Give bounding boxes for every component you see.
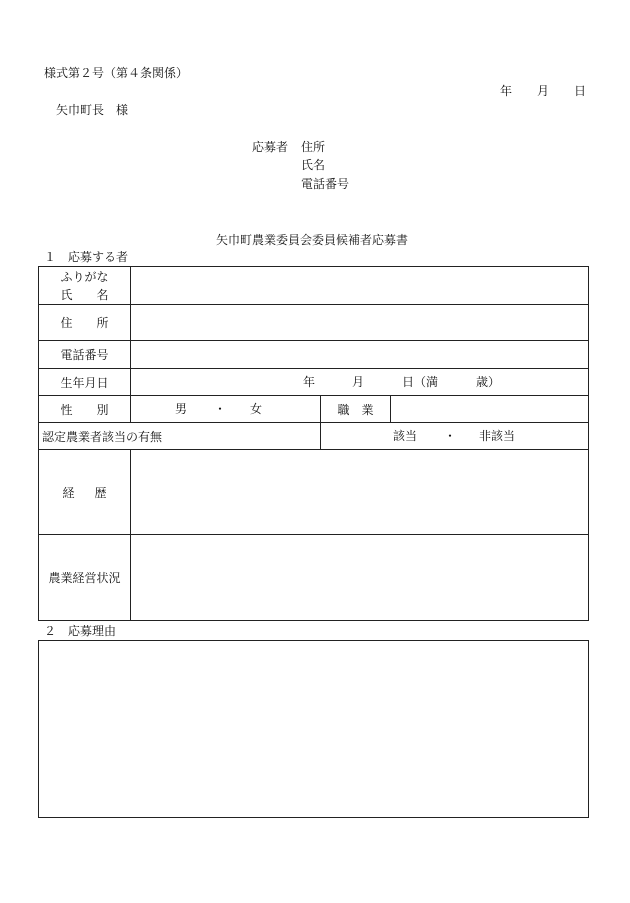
birth-day-label: 日（満 xyxy=(402,375,439,389)
section1-heading: １ 応募する者 xyxy=(44,250,129,264)
phone-row xyxy=(39,341,589,369)
birth-label: 生年月日 xyxy=(39,369,131,396)
address-field[interactable] xyxy=(131,305,589,341)
furigana-label: ふりがな xyxy=(60,269,109,284)
address-row xyxy=(39,305,589,341)
certified-no-option[interactable]: 非該当 xyxy=(479,429,516,443)
career-field[interactable] xyxy=(131,450,589,535)
applicant-label: 応募者 xyxy=(252,140,289,154)
name-label-cell xyxy=(39,267,131,305)
certified-yes-option[interactable]: 該当 xyxy=(393,429,418,443)
gender-label xyxy=(61,401,109,418)
date-month-label: 月 xyxy=(536,84,549,98)
address-label-cell xyxy=(39,305,131,341)
gender-row xyxy=(39,396,589,423)
certified-label: 認定農業者該当の有無 xyxy=(39,423,321,450)
address-label-a: 住 xyxy=(60,316,73,330)
name-field[interactable] xyxy=(131,267,589,305)
phone-label: 電話番号 xyxy=(39,341,131,369)
certified-separator: ・ xyxy=(444,429,457,443)
birth-year-label: 年 xyxy=(303,375,316,389)
birth-month-label: 月 xyxy=(352,375,365,389)
gender-label-cell xyxy=(39,396,131,423)
name-row xyxy=(39,267,589,305)
applicant-name-label: 氏名 xyxy=(301,158,326,172)
gender-options xyxy=(131,396,321,423)
reason-field[interactable] xyxy=(38,640,589,818)
name-label xyxy=(61,286,109,304)
name-label-a: 氏 xyxy=(60,287,73,302)
gender-separator: ・ xyxy=(214,402,227,416)
occupation-label-cell xyxy=(321,396,391,423)
occupation-label-a: 職 xyxy=(337,402,350,417)
occupation-label xyxy=(338,401,374,418)
occupation-field[interactable] xyxy=(391,396,589,423)
applicant-address-label: 住所 xyxy=(301,140,326,154)
gender-female-option[interactable]: 女 xyxy=(250,402,263,416)
certified-row xyxy=(39,423,589,450)
farm-status-label: 農業経営状況 xyxy=(39,535,131,621)
date-line xyxy=(500,84,586,98)
career-label-a: 経 xyxy=(62,485,75,500)
date-year-label: 年 xyxy=(500,84,513,98)
occupation-label-b: 業 xyxy=(361,402,374,417)
gender-male-option[interactable]: 男 xyxy=(175,402,188,416)
date-day-label: 日 xyxy=(573,84,586,98)
birth-field[interactable] xyxy=(131,369,589,396)
phone-field[interactable] xyxy=(131,341,589,369)
gender-label-a: 性 xyxy=(60,402,73,417)
career-label-b: 歴 xyxy=(94,485,107,500)
certified-options xyxy=(321,423,589,450)
farm-status-field[interactable] xyxy=(131,535,589,621)
farm-status-row xyxy=(39,535,589,621)
career-label xyxy=(63,484,107,501)
name-label-b: 名 xyxy=(96,287,109,302)
section2-heading: ２ 応募理由 xyxy=(44,624,117,638)
birth-row xyxy=(39,369,589,396)
applicant-phone-label: 電話番号 xyxy=(301,177,350,191)
gender-label-b: 別 xyxy=(96,402,109,417)
document-title: 矢巾町農業委員会委員候補者応募書 xyxy=(216,233,409,247)
applicant-table xyxy=(38,266,589,621)
career-row xyxy=(39,450,589,535)
addressee: 矢巾町長 様 xyxy=(56,103,129,117)
birth-age-label: 歳） xyxy=(476,375,501,389)
career-label-cell xyxy=(39,450,131,535)
form-number: 様式第２号（第４条関係） xyxy=(44,66,189,80)
address-label-b: 所 xyxy=(96,316,109,330)
address-label xyxy=(61,314,109,331)
